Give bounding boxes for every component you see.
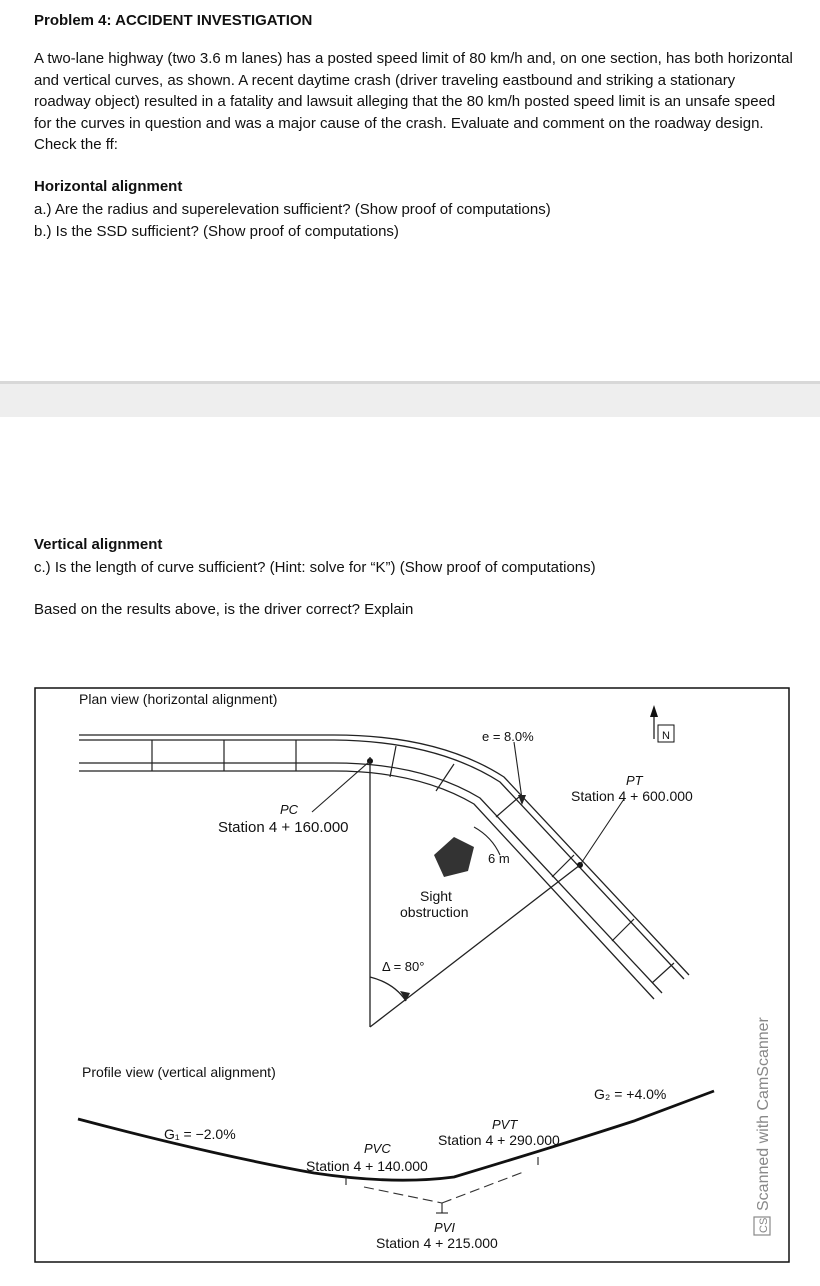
- pc-label: PC: [280, 802, 299, 817]
- sight-label-2: obstruction: [400, 904, 469, 920]
- figure-frame: [35, 688, 789, 1262]
- page-divider: [0, 381, 820, 417]
- pc-station: Station 4 + 160.000: [218, 819, 349, 836]
- plan-title: Plan view (horizontal alignment): [79, 691, 278, 707]
- pvi-label: PVI: [434, 1220, 455, 1235]
- problem-title: Problem 4: ACCIDENT INVESTIGATION: [34, 12, 313, 29]
- conclusion-question: Based on the results above, is the driver correct? Explain: [34, 601, 414, 618]
- pvc-station: Station 4 + 140.000: [306, 1158, 428, 1174]
- problem-statement: A two-lane highway (two 3.6 m lanes) has a posted speed limit of 80 km/h and, on one section, has both horizontal and vertical curves, as shown. A recent daytime crash (driver traveling eastbound and striking a stationary roadway object) resulted in a fatality and lawsuit alleging that the 80 km/h posted speed limit is an unsafe speed for the curves in question and was a major cause of the crash. Evaluate and comment on the roadway design. Check the ff:: [34, 50, 793, 153]
- g2-label: G₂ = +4.0%: [594, 1086, 667, 1102]
- delta-label: Δ = 80°: [382, 959, 425, 974]
- vertical-heading: Vertical alignment: [34, 536, 163, 553]
- question-c: c.) Is the length of curve sufficient? (Hint: solve for “K”) (Show proof of computations): [34, 559, 596, 576]
- profile-title: Profile view (vertical alignment): [82, 1064, 276, 1080]
- pvt-station: Station 4 + 290.000: [438, 1132, 560, 1148]
- pvt-label: PVT: [492, 1117, 518, 1132]
- alignment-figure: [34, 687, 790, 1268]
- question-b: b.) Is the SSD sufficient? (Show proof of computations): [34, 223, 399, 240]
- north-label: N: [662, 730, 670, 742]
- pt-label: PT: [626, 773, 643, 788]
- superelevation-label: e = 8.0%: [482, 729, 534, 744]
- pt-station: Station 4 + 600.000: [571, 788, 693, 804]
- watermark-text: Scanned with CamScanner: [755, 1017, 772, 1211]
- camscanner-watermark: [754, 1016, 772, 1235]
- horizontal-heading: Horizontal alignment: [34, 178, 183, 195]
- question-a: a.) Are the radius and superelevation sufficient? (Show proof of computations): [34, 201, 551, 218]
- pvc-label: PVC: [364, 1141, 391, 1156]
- watermark-cs: CS: [758, 1217, 770, 1233]
- offset-label: 6 m: [488, 851, 510, 866]
- sight-label-1: Sight: [420, 888, 452, 904]
- g1-label: G₁ = −2.0%: [164, 1126, 236, 1142]
- pvi-station: Station 4 + 215.000: [376, 1235, 498, 1251]
